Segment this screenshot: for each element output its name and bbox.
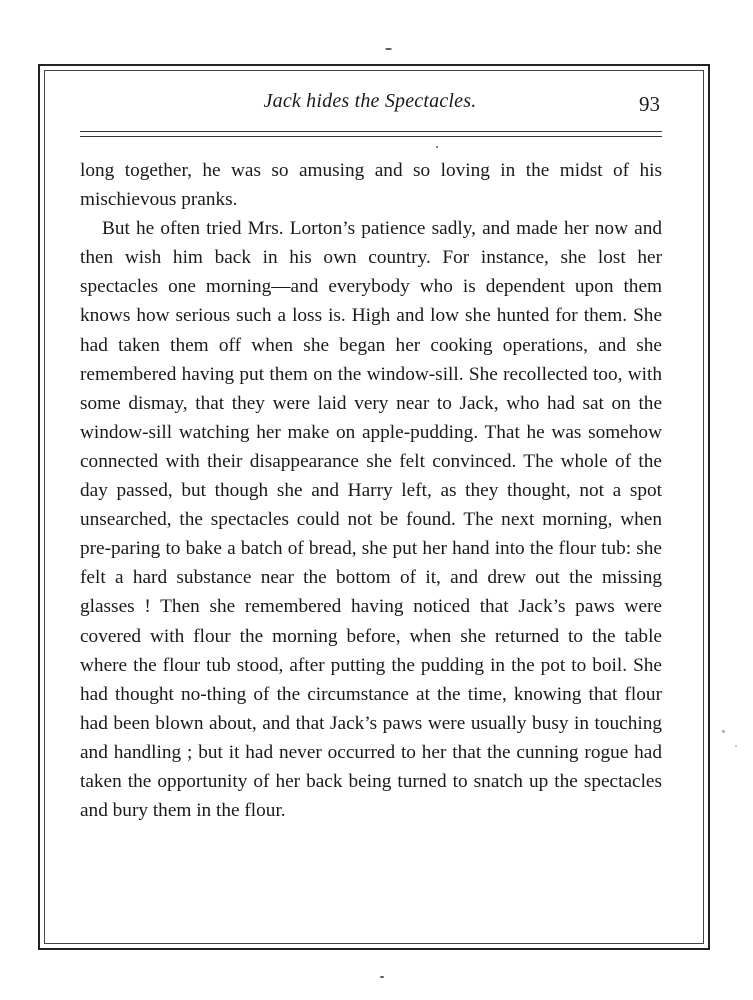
scan-speck — [722, 730, 725, 733]
running-title: Jack hides the Spectacles. — [263, 90, 477, 112]
scan-speck — [385, 48, 392, 50]
page-number: 93 — [639, 92, 660, 116]
scan-speck — [380, 976, 384, 978]
paragraph-continuation: long together, he was so amusing and so loving in the midst of his mischievous pranks. — [80, 160, 662, 211]
running-header — [80, 88, 660, 120]
scan-speck — [436, 146, 438, 148]
header-double-rule — [80, 131, 662, 137]
body-text — [80, 156, 662, 825]
scan-speck — [735, 745, 737, 747]
paragraph-spectacles: But he often tried Mrs. Lorton’s patience sadly, and made her now and then wish him back in his own country. For instance, she lost her spectacles one morning—and everybody who is dependent upon them knows how serious such a loss is. High and low she hunted for them. She had taken them off when she began her cooking operations, and she remembered having put them on the window-sill. She recollected too, with some dismay, that they were laid very near to Jack, who had sat on the window-sill watching her make on apple-pudding. That he was somehow connected with their disappearance she felt convinced. The whole of the day passed, but though she and Harry left, as they thought, not a spot unsearched, the spectacles could not be found. The next morning, when pre-paring to bake a batch of bread, she put her hand into the flour tub: she felt a hard substance near the bottom of it, and drew out the missing glasses ! Then she remembered having noticed that Jack’s paws were covered with flour the morning before, when she returned to the table where the flour tub stood, after putting the pudding in the pot to boil. She had thought no-thing of the circumstance at the time, knowing that flour had been blown about, and that Jack’s paws were usually busy in touching and handling ; but it had never occurred to her that the cunning rogue had taken the opportunity of her back being turned to snatch up the spectacles and bury them in the flour. — [80, 218, 662, 822]
